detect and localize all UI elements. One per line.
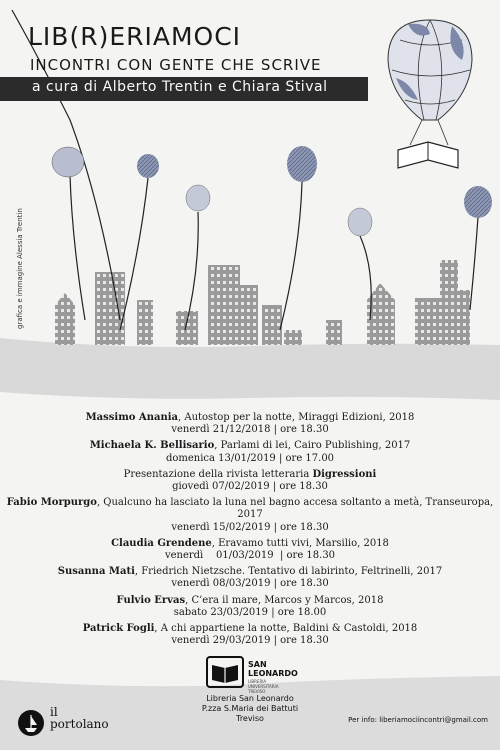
building	[262, 305, 282, 345]
event-item	[0, 566, 500, 590]
event-date: venerdì 01/03/2019 | ore 18.30	[164, 550, 336, 562]
event-book: , Qualcuno ha lasciato la luna nel bagno accesa soltanto a metà, Transeuropa, 2017	[96, 497, 494, 521]
event-date: venerdì 21/12/2018 | ore 18.30	[171, 424, 329, 436]
building	[326, 320, 342, 345]
event-author: Susanna Mati	[57, 566, 135, 578]
building	[95, 272, 125, 345]
balloon	[464, 186, 492, 218]
building	[137, 300, 153, 345]
event-author: Patrick Fogli	[82, 623, 155, 635]
event-date: venerdì 08/03/2019 | ore 18.30	[171, 578, 329, 590]
building	[415, 260, 470, 345]
event-book: , C’era il mare, Marcos y Marcos, 2018	[185, 594, 384, 606]
event-author: Claudia Grendene	[111, 537, 212, 549]
event-date: giovedì 07/02/2019 | ore 18.30	[172, 481, 328, 493]
event-author: Fabio Morpurgo	[6, 497, 97, 509]
building	[55, 293, 75, 345]
building	[284, 330, 302, 345]
event-author: Fulvio Ervas	[116, 594, 186, 606]
curators-text: a cura di Alberto Trentin e Chiara Stival	[32, 79, 328, 95]
venue-logo-tagline: LIBRERIA UNIVERSITARIA TREVISO	[248, 679, 279, 694]
event-author: Michaela K. Bellisario	[89, 440, 215, 452]
hot-air-balloon	[388, 20, 472, 168]
event-book: , Autostop per la notte, Miraggi Edizioni, 2018	[178, 412, 415, 423]
contact-info: Per info: liberiamociincontri@gmail.com	[348, 716, 488, 724]
page-title: LIB(R)ERIAMOCI	[28, 22, 242, 51]
balloon	[52, 147, 84, 177]
page-subtitle: INCONTRI CON GENTE CHE SCRIVE	[30, 56, 322, 74]
event-book: , Parlami di lei, Cairo Publishing, 2017	[214, 440, 411, 452]
balloon	[137, 154, 159, 178]
venue-address: Libreria San Leonardo P.zza S.Maria dei Battuti Treviso	[201, 694, 299, 723]
event-book: , A chi appartiene la notte, Baldini & Castoldi, 2018	[154, 623, 418, 635]
event-item	[0, 623, 500, 647]
building	[176, 311, 198, 345]
event-item	[0, 440, 500, 464]
event-book: , Eravamo tutti vivi, Marsilio, 2018	[211, 537, 389, 549]
open-book-logo-icon	[206, 656, 244, 688]
event-item	[0, 412, 500, 436]
sponsor-name: il portolano	[50, 705, 109, 731]
event-date: venerdì 29/03/2019 | ore 18.30	[171, 635, 329, 647]
event-item	[0, 497, 500, 534]
event-date: sabato 23/03/2019 | ore 18.00	[173, 606, 327, 618]
event-item	[0, 538, 500, 562]
event-item	[0, 469, 500, 493]
balloon	[287, 146, 317, 182]
illustration-credit: grafica e immagine Alessia Trentin	[16, 208, 24, 329]
event-book: , Friedrich Nietzsche. Tentativo di labirinto, Feltrinelli, 2017	[134, 566, 443, 578]
venue-logo-name: SAN LEONARDO	[248, 660, 298, 678]
event-date: venerdì 15/02/2019 | ore 18.30	[171, 521, 329, 533]
events-list	[0, 412, 500, 651]
balloon	[186, 185, 210, 211]
event-highlight: Digressioni	[312, 468, 377, 480]
portolano-logo-icon	[16, 708, 46, 738]
balloon	[348, 208, 372, 236]
event-item	[0, 595, 500, 619]
event-description: Presentazione della rivista letteraria	[123, 468, 313, 480]
building	[208, 265, 258, 345]
event-author: Massimo Anania	[85, 412, 178, 423]
ground-band	[0, 338, 500, 400]
event-date: domenica 13/01/2019 | ore 17.00	[165, 452, 335, 464]
